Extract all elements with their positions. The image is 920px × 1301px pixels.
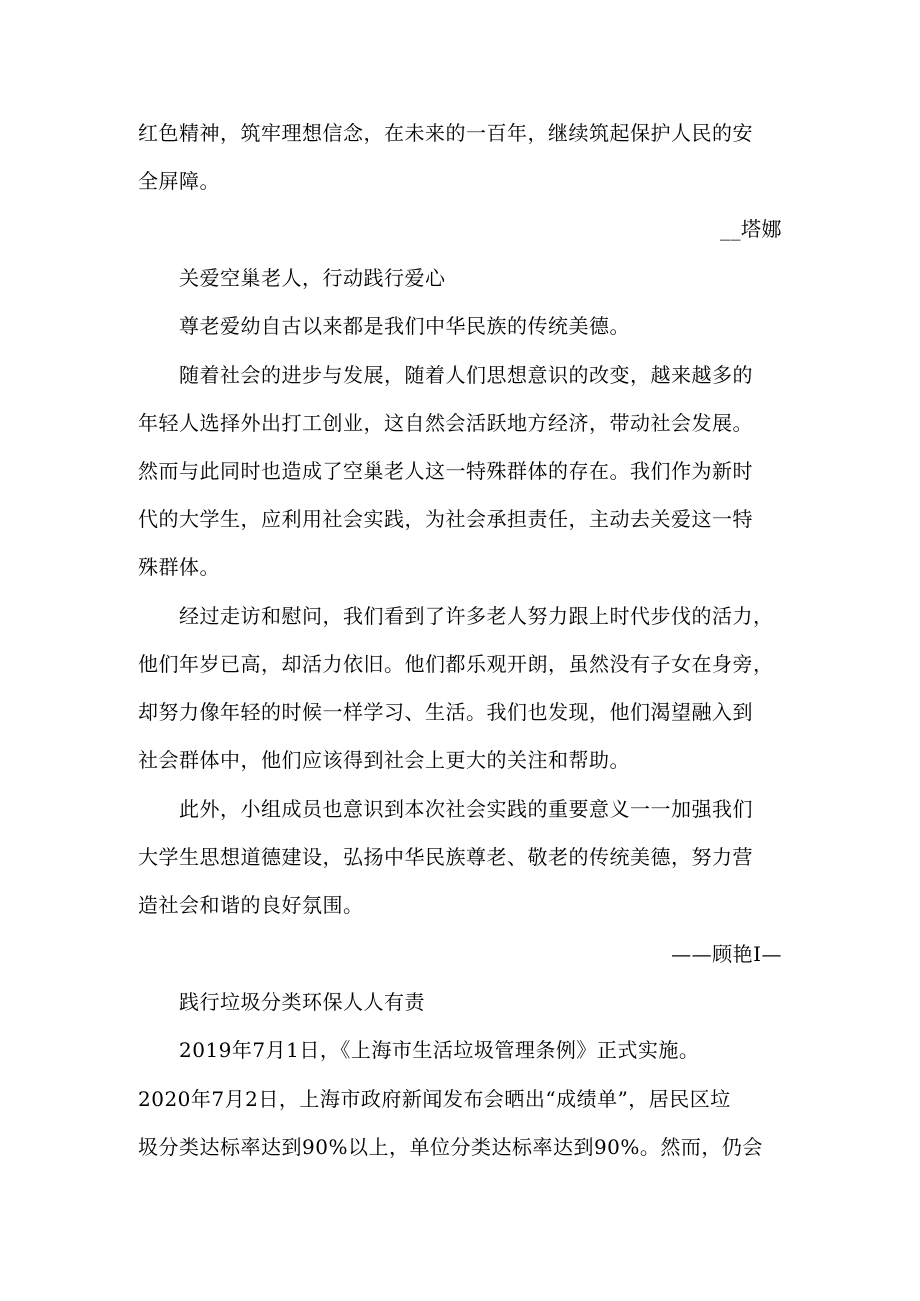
paragraph-line: 大学生思想道德建设，弘扬中华民族尊老、敬老的传统美德，努力营	[138, 845, 753, 869]
paragraph-line: 圾分类达标率达到90%以上，单位分类达标率达到90%。然而，仍会	[138, 1135, 763, 1159]
paragraph-line: 此外，小组成员也意识到本次社会实践的重要意义一一加强我们	[179, 797, 753, 821]
paragraph-line: 2020年7月2日，上海市政府新闻发布会晒出“成绩单”，居民区垃	[138, 1087, 731, 1111]
paragraph-line: 他们年岁已高，却活力依旧。他们都乐观开朗，虽然没有子女在身旁，	[138, 652, 774, 676]
paragraph-line: 年轻人选择外出打工创业，这自然会活跃地方经济，带动社会发展。	[138, 411, 753, 435]
paragraph-line: 全屏障。	[138, 169, 220, 193]
section-heading-empty-nest: 关爱空巢老人，行动践行爱心	[179, 266, 446, 290]
paragraph-line: 然而与此同时也造成了空巢老人这一特殊群体的存在。我们作为新时	[138, 459, 753, 483]
paragraph-line: 代的大学生，应利用社会实践，为社会承担责任，主动去关爱这一特	[138, 507, 753, 531]
paragraph-line: 尊老爱幼自古以来都是我们中华民族的传统美德。	[179, 314, 630, 338]
paragraph-line: 红色精神，筑牢理想信念，在未来的一百年，继续筑起保护人民的安	[138, 121, 753, 145]
paragraph-line: 殊群体。	[138, 555, 220, 579]
paragraph-line: 社会群体中，他们应该得到社会上更大的关注和帮助。	[138, 748, 630, 772]
section-heading-garbage-sorting: 践行垃圾分类环保人人有责	[179, 990, 425, 1014]
paragraph-line: 却努力像年轻的时候一样学习、生活。我们也发现，他们渴望融入到	[138, 700, 753, 724]
paragraph-line: 随着社会的进步与发展，随着人们思想意识的改变，越来越多的	[179, 363, 753, 387]
signature-tana: __塔娜	[720, 217, 782, 241]
paragraph-line: 经过走访和慰问，我们看到了许多老人努力跟上时代步伐的活力，	[179, 604, 774, 628]
signature-guyan: ——顾艳I—	[671, 942, 782, 966]
paragraph-line: 2019年7月1日，《上海市生活垃圾管理条例》正式实施。	[179, 1038, 700, 1062]
paragraph-line: 造社会和谐的良好氛围。	[138, 893, 364, 917]
